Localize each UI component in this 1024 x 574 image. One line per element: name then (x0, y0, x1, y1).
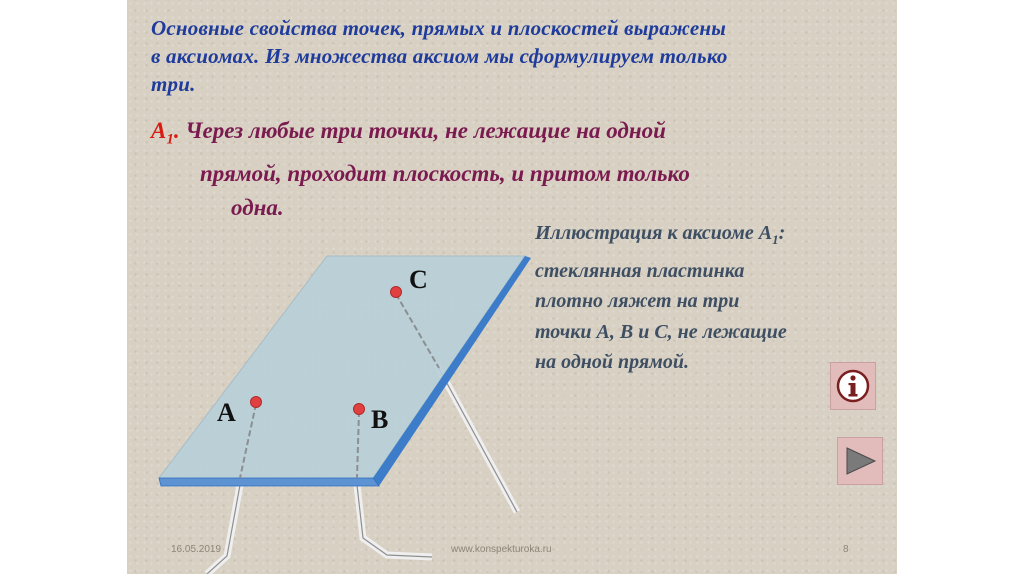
point-a (251, 397, 262, 408)
axiom-line-1: Через любые три точки, не лежащие на одной (179, 118, 666, 143)
illustration-title-colon: : (778, 222, 786, 244)
axiom-line-2: прямой, проходит плоскость, и притом только (200, 160, 690, 186)
axiom-line-3: одна. (231, 194, 284, 220)
glass-plane (159, 256, 525, 478)
slide (127, 0, 897, 574)
rod-b-lower-outline (357, 485, 432, 557)
intro-line-1: Основные свойства точек, прямых и плоскостей выражены (151, 16, 727, 40)
illustration-title-subscript: 1 (772, 232, 779, 247)
next-slide-button[interactable] (837, 437, 883, 485)
illustration-line-5: на одной прямой. (535, 351, 689, 373)
illustration-line-2: стеклянная пластинка (535, 259, 745, 282)
point-b (354, 404, 365, 415)
illustration-line-3: плотно ляжет на три (535, 290, 740, 312)
illustration-title-text: Иллюстрация к аксиоме А (535, 222, 773, 244)
info-button[interactable] (830, 362, 876, 410)
point-b-label: В (371, 405, 389, 434)
axiom-label-dot: . (173, 118, 180, 143)
illustration-caption (535, 218, 875, 378)
glass-plane-front-edge (159, 478, 379, 486)
info-icon (831, 363, 875, 409)
illustration-line-4: точки А, В и С, не лежащие (535, 320, 787, 343)
rod-a-lower (207, 485, 240, 574)
rod-c-lower-outline (437, 365, 517, 512)
point-c (391, 287, 402, 298)
point-a-label: А (217, 398, 236, 427)
footer-page-number: 8 (843, 544, 849, 555)
axiom-label-subscript: 1 (166, 131, 174, 148)
footer-site: www.konspekturoka.ru (451, 544, 552, 555)
axiom-label-letter: А (151, 118, 167, 143)
footer-date: 16.05.2019 (171, 544, 222, 555)
rod-b-lower (357, 485, 432, 557)
illustration-title (535, 218, 875, 256)
point-c-label: С (409, 265, 428, 294)
intro-line-3: три. (151, 72, 196, 96)
intro-line-2: в аксиомах. Из множества аксиом мы сформулируем только (151, 44, 728, 68)
play-arrow-icon (838, 438, 882, 484)
